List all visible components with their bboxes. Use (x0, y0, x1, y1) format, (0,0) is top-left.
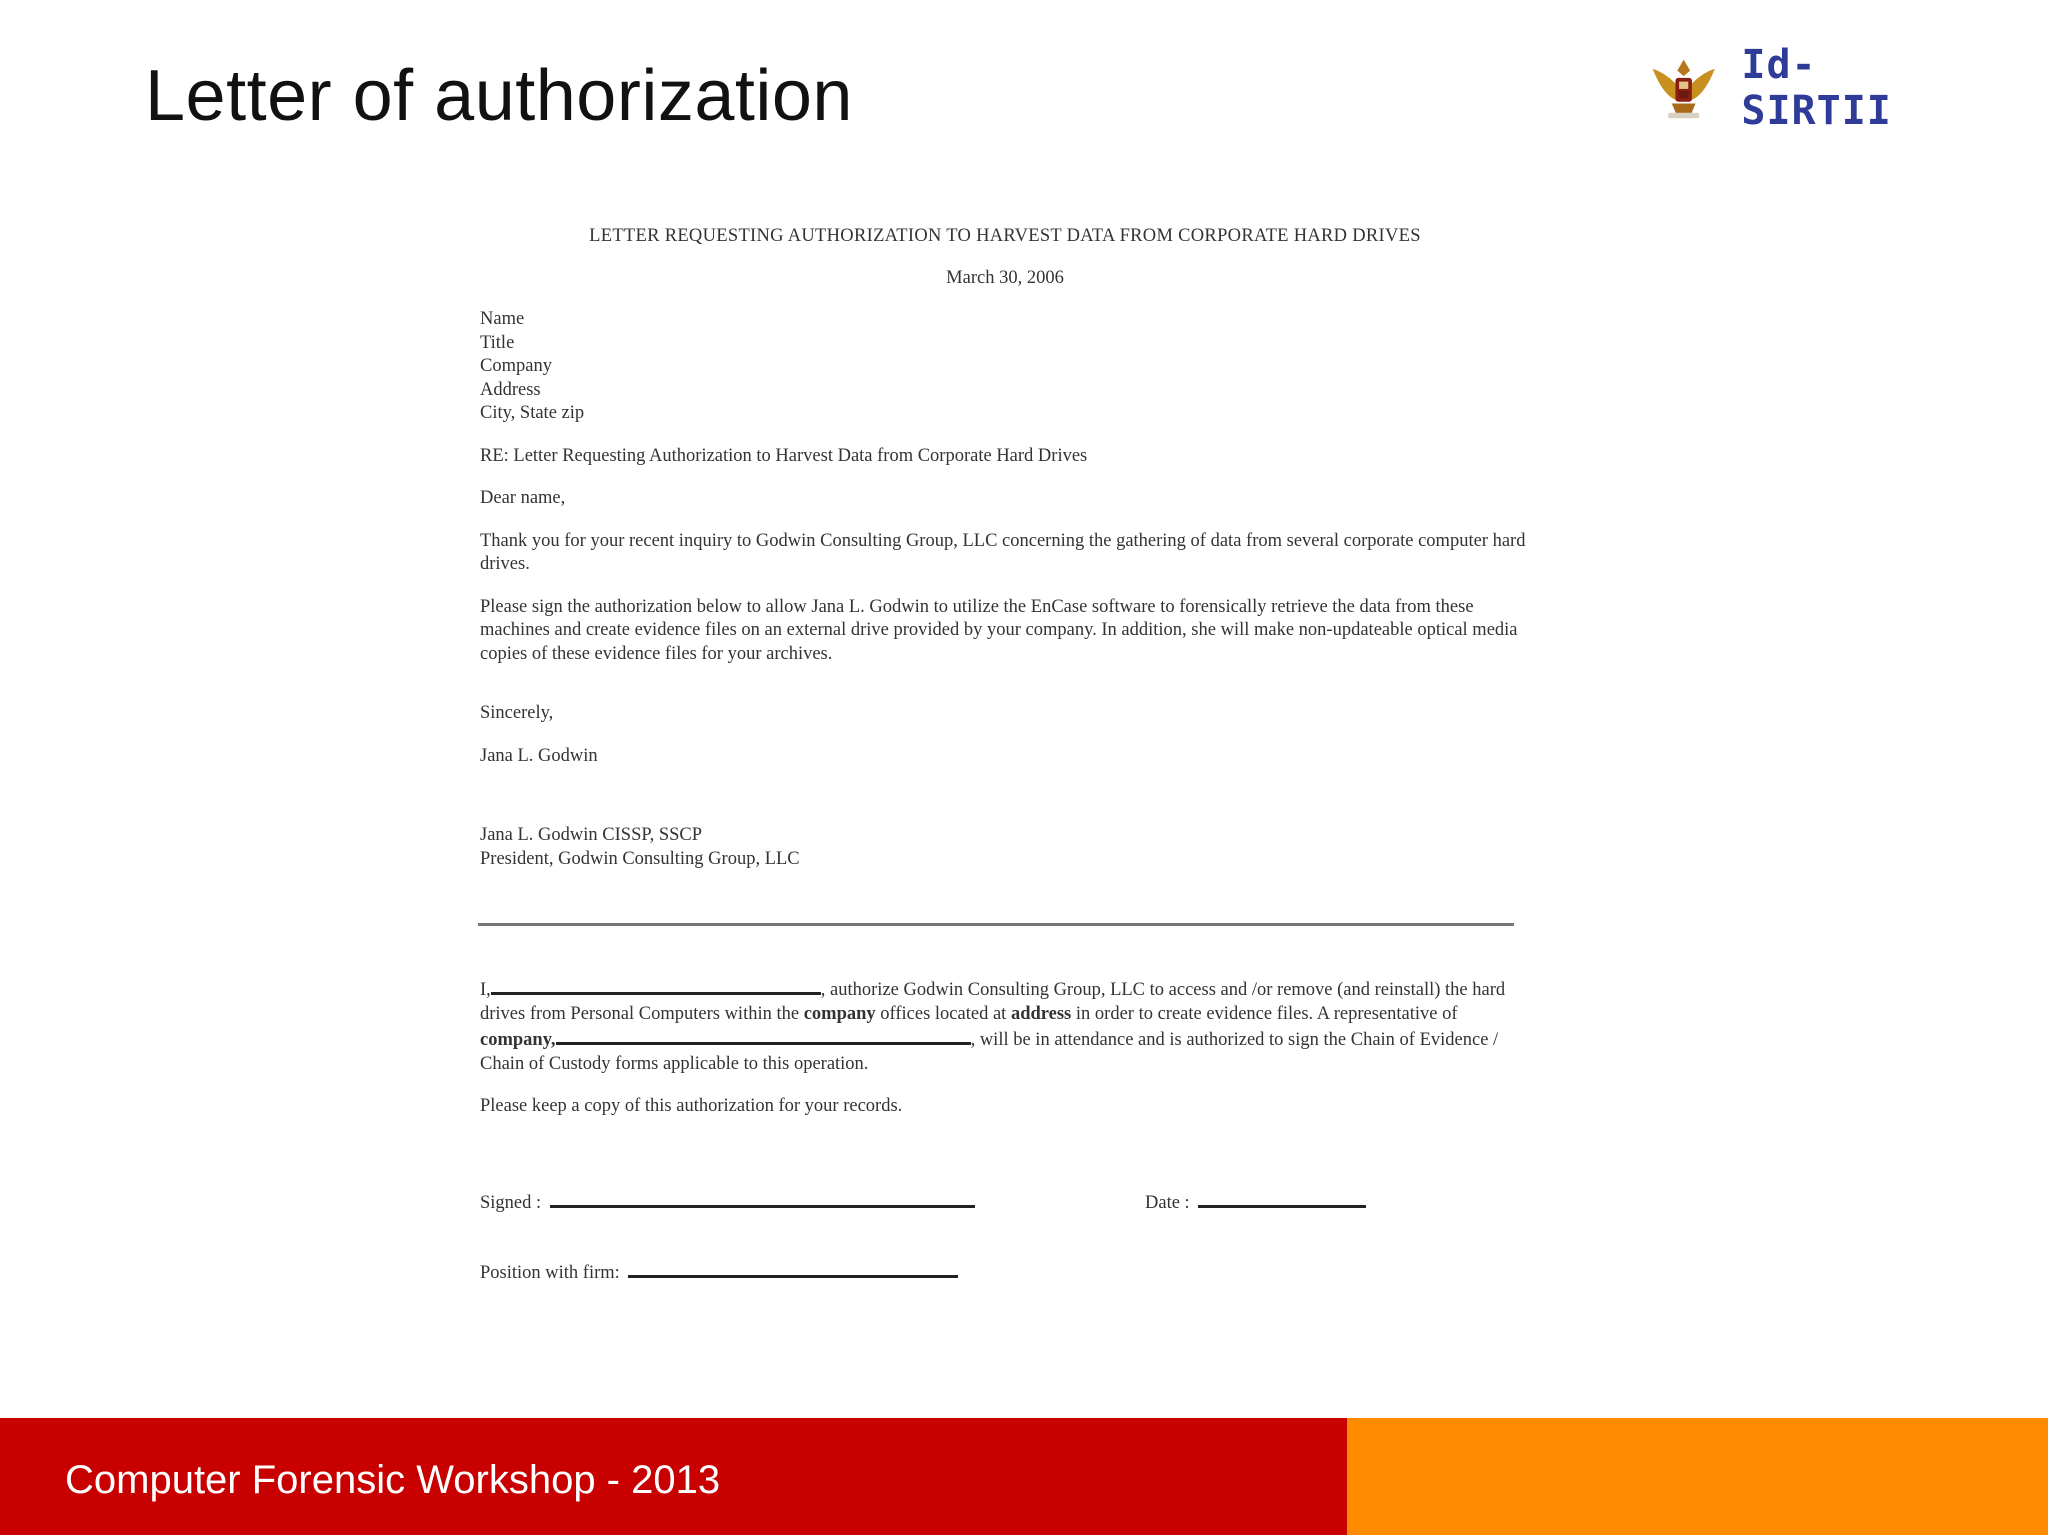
auth-text: offices located at (880, 1003, 1007, 1024)
address-line: Name (480, 309, 525, 329)
authorization-paragraph (480, 976, 1530, 1076)
re-line: RE: Letter Requesting Authorization to Harvest Data from Corporate Hard Drives (480, 445, 1088, 466)
position-label: Position with firm: (480, 1262, 620, 1283)
keep-copy-note: Please keep a copy of this authorization for your records. (480, 1096, 903, 1116)
address-block (480, 308, 1530, 426)
signer-title: President, Godwin Consulting Group, LLC (480, 848, 800, 869)
auth-company: company, (480, 1030, 556, 1050)
signer-name: Jana L. Godwin CISSP, SSCP (480, 825, 703, 845)
closing: Sincerely, (480, 703, 554, 723)
signed-label: Signed : (480, 1192, 542, 1213)
address-line: Company (480, 356, 552, 376)
position-row (480, 1259, 1530, 1289)
letter-date: March 30, 2006 (946, 267, 1064, 288)
auth-address: address (1010, 1003, 1072, 1024)
address-line: Address (480, 379, 541, 400)
representative-blank[interactable] (556, 1026, 971, 1045)
address-line: City, State zip (480, 403, 585, 423)
footer-bar (0, 1418, 1347, 1535)
letter-heading: LETTER REQUESTING AUTHORIZATION TO HARVEST DATA FROM CORPORATE HARD DRIVES (589, 226, 1421, 246)
garuda-emblem-icon (1648, 49, 1719, 127)
auth-text: I, (480, 980, 491, 1000)
divider-rule (478, 923, 1514, 926)
auth-text: , will be in attendance and is authorized to sign the Chain of Evidence / Chain of Custody forms applicable to this operation. (480, 1030, 1499, 1074)
address-line: Title (480, 332, 515, 353)
logo-text: Id-SIRTII (1741, 42, 1892, 134)
date-field (1145, 1189, 1366, 1216)
letter-document (480, 225, 1530, 1289)
salutation: Dear name, (480, 488, 566, 508)
logo (1648, 42, 1948, 134)
auth-text: in order to create evidence files. A representative of (1075, 1003, 1458, 1024)
paragraph-2: Please sign the authorization below to allow Jana L. Godwin to utilize the EnCase software to forensically retrieve the data from these machines and create evidence files on an external drive provided by your company. In addition, she will make non-updateable optical media copies of these evidence files for your archives. (480, 596, 1518, 664)
date-label: Date : (1145, 1192, 1190, 1213)
footer-accent (1347, 1418, 2048, 1535)
position-blank[interactable] (628, 1259, 958, 1278)
date-blank[interactable] (1198, 1189, 1366, 1208)
slide-title: Letter of authorization (145, 56, 853, 136)
name-blank[interactable] (491, 976, 821, 995)
auth-company: company (803, 1003, 876, 1024)
signature: Jana L. Godwin (480, 745, 598, 766)
paragraph-1: Thank you for your recent inquiry to Godwin Consulting Group, LLC concerning the gathering of data from several corporate computer hard drives. (480, 530, 1526, 574)
auth-text: , authorize Godwin Consulting Group, LLC to access and /or remove (and reinstall) the hard drives from Personal Computers within the (480, 980, 1506, 1024)
footer-text: Computer Forensic Workshop - 2013 (65, 1458, 721, 1502)
signed-row (480, 1189, 1530, 1219)
signed-blank[interactable] (550, 1189, 975, 1208)
